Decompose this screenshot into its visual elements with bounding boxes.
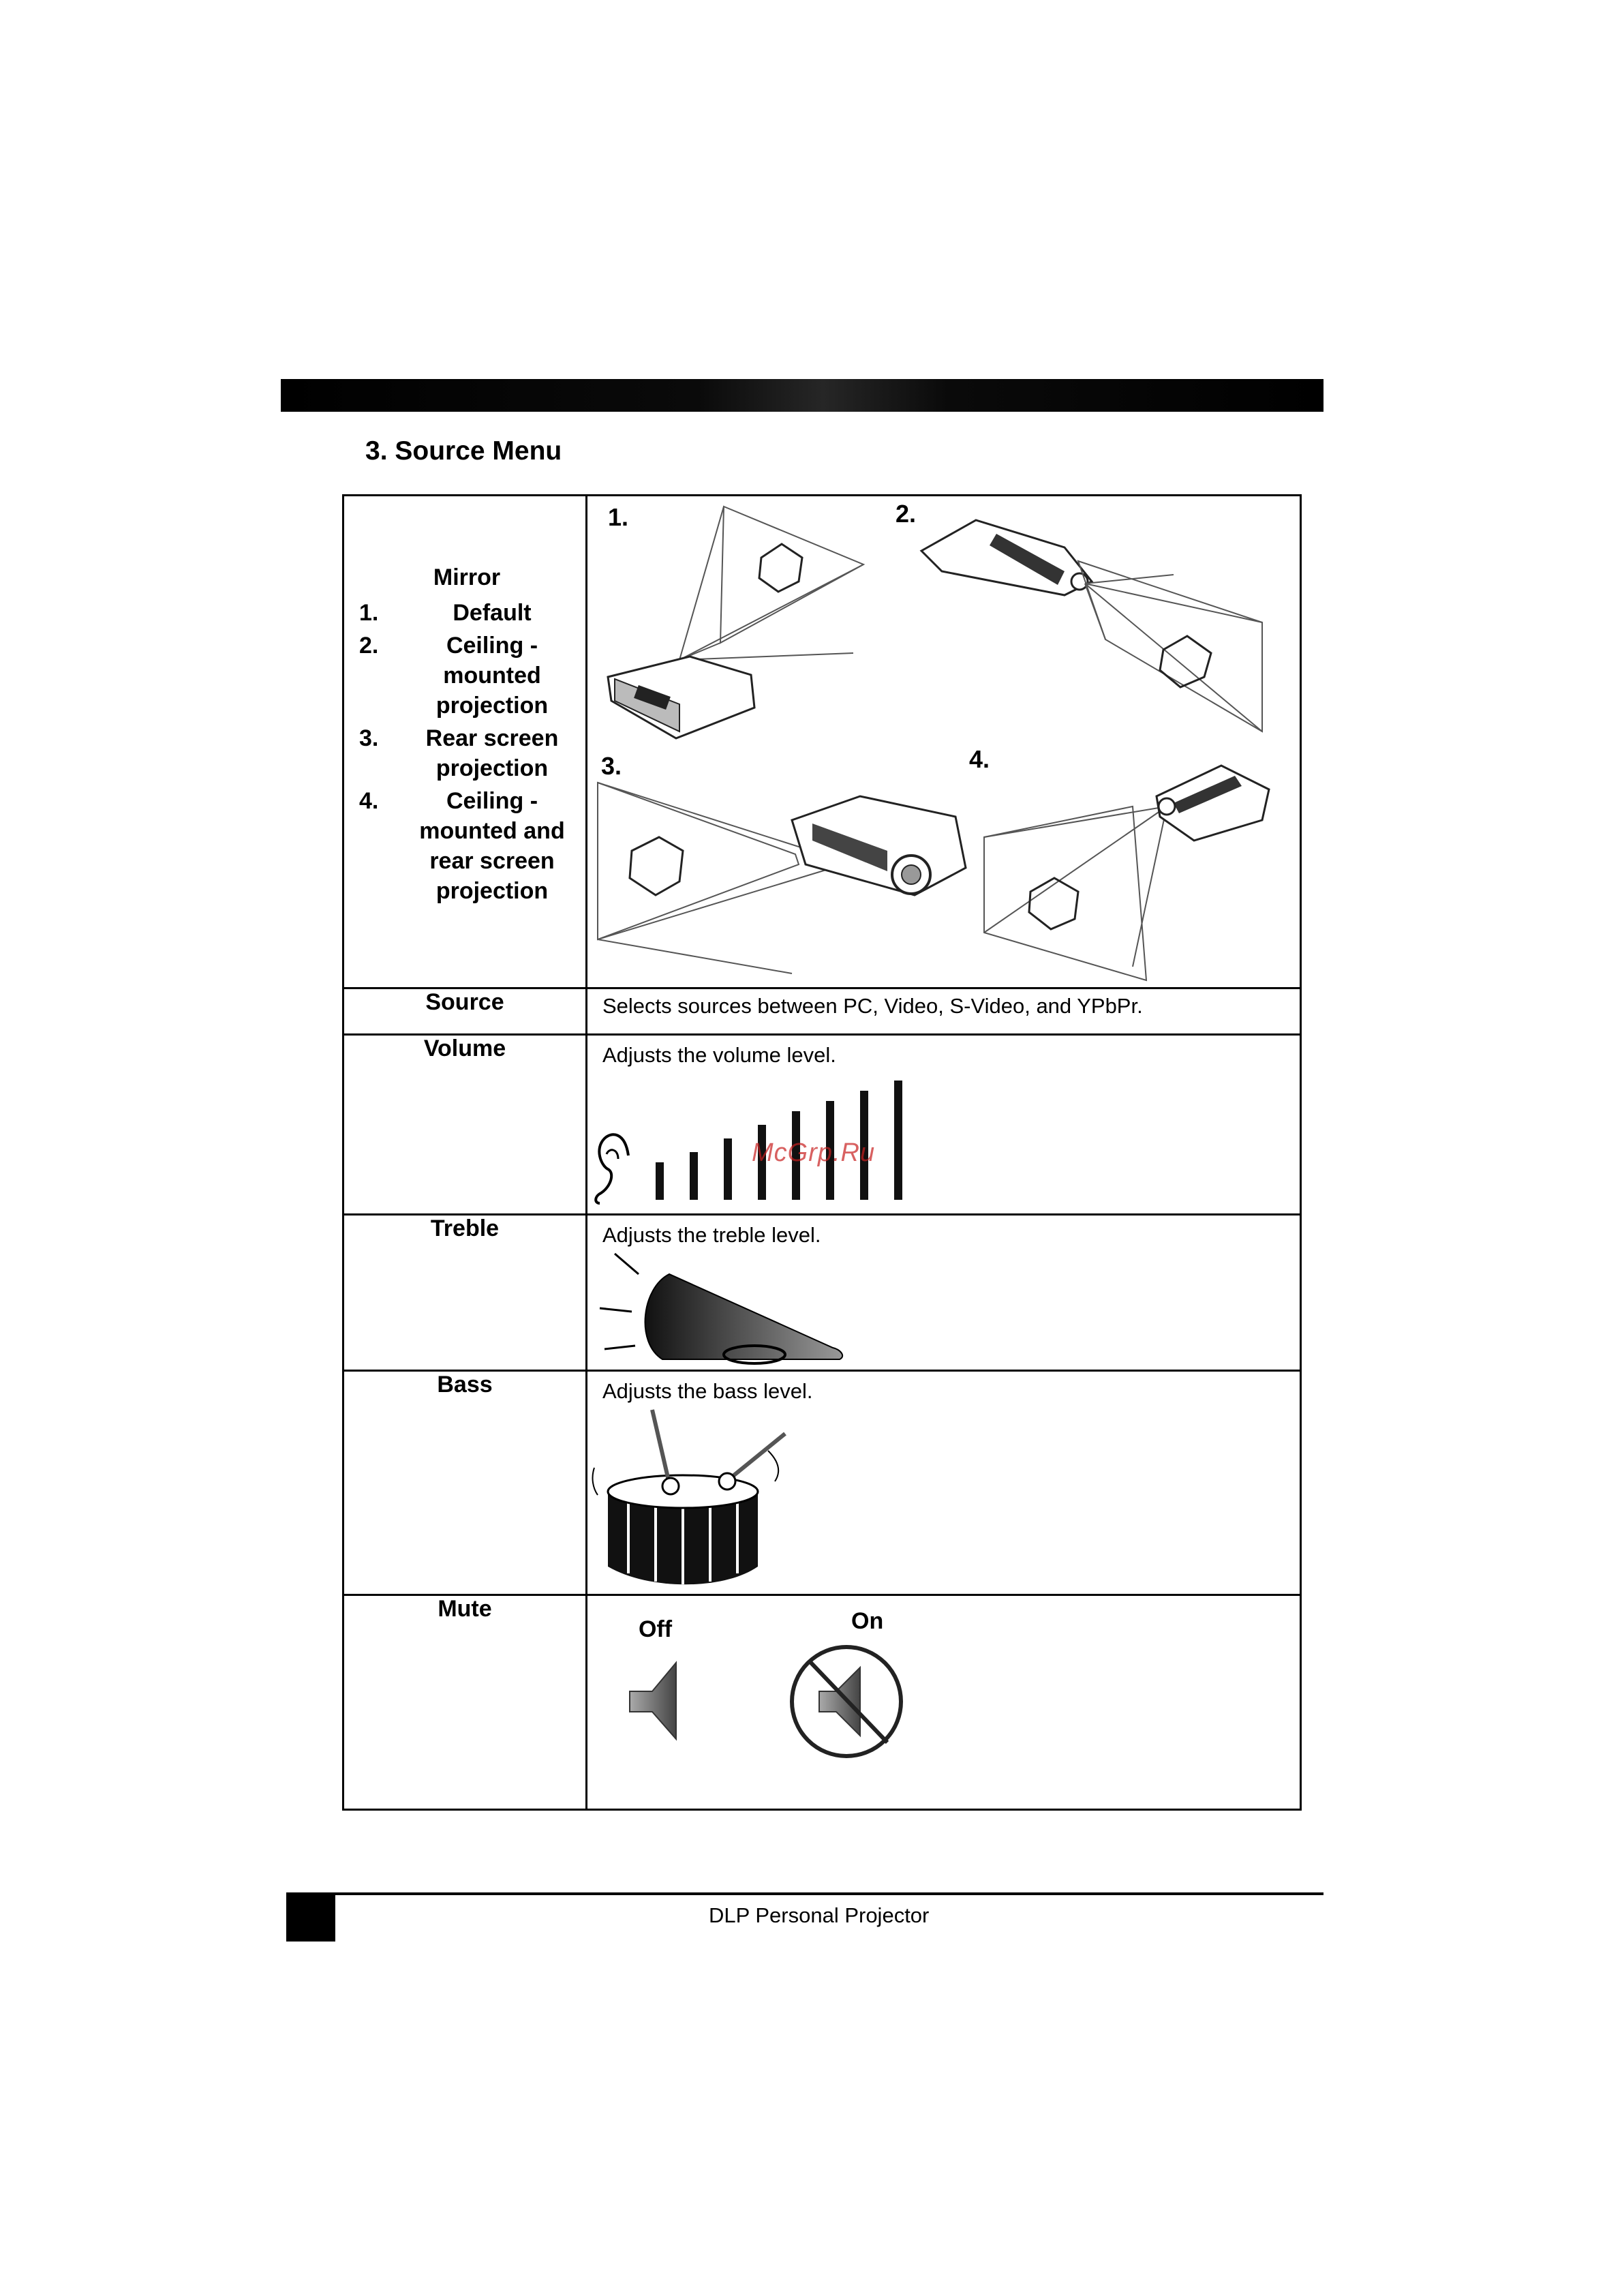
projector-icon	[1157, 766, 1269, 841]
table-row-treble	[343, 1215, 1301, 1371]
mirror-options-list	[358, 598, 576, 906]
footer-rule	[286, 1892, 1323, 1895]
volume-label: Volume	[343, 1035, 587, 1215]
mute-illustration-cell	[587, 1595, 1301, 1810]
treble-description: Adjusts the treble level.	[602, 1223, 821, 1247]
projector-icon	[792, 796, 966, 895]
bass-description-cell	[587, 1371, 1301, 1595]
watermark: McGrp.Ru	[752, 1138, 876, 1167]
footer-title: DLP Personal Projector	[709, 1903, 930, 1927]
speaker-muted-icon	[792, 1647, 901, 1756]
figure-label-3: 3.	[601, 752, 622, 780]
source-description-cell	[587, 988, 1301, 1035]
horn-icon	[587, 1247, 874, 1370]
mirror-figure-cell	[587, 496, 1301, 988]
mirror-label-cell	[343, 496, 587, 988]
mute-label: Mute	[343, 1595, 587, 1810]
list-item: 1. Default	[359, 600, 532, 626]
mute-off-label: Off	[639, 1616, 673, 1642]
table-row-volume	[343, 1035, 1301, 1215]
treble-label: Treble	[343, 1215, 587, 1371]
ear-icon	[596, 1134, 628, 1203]
drum-icon	[587, 1403, 819, 1594]
table-row-source	[343, 988, 1301, 1035]
figure-label-1: 1.	[608, 503, 629, 531]
bass-label: Bass	[343, 1371, 587, 1595]
volume-description: Adjusts the volume level.	[602, 1043, 836, 1067]
treble-description-cell	[587, 1215, 1301, 1371]
speaker-icon	[630, 1663, 676, 1739]
footer-page-marker	[286, 1892, 335, 1942]
section-title: 3. Source Menu	[365, 436, 562, 466]
source-description: Selects sources between PC, Video, S-Video, and YPbPr.	[602, 994, 1143, 1018]
volume-description-cell	[587, 1035, 1301, 1215]
bass-description: Adjusts the bass level.	[602, 1379, 813, 1403]
mirror-block	[358, 564, 576, 909]
projector-icon	[921, 520, 1092, 595]
list-item: 3. Rear screen projection	[359, 725, 559, 781]
table-row-bass	[343, 1371, 1301, 1595]
table-row-mirror	[343, 496, 1301, 988]
list-item: 4. Ceiling - mounted and rear screen projection	[359, 788, 565, 904]
figure-label-4: 4.	[969, 745, 990, 773]
mirror-illustrations	[587, 496, 1303, 987]
source-label: Source	[343, 988, 587, 1035]
list-item: 2. Ceiling - mounted projection	[359, 633, 549, 719]
mute-on-label: On	[851, 1608, 884, 1634]
table-row-mute	[343, 1595, 1301, 1810]
figure-label-2: 2.	[896, 500, 917, 528]
projector-icon	[608, 656, 754, 738]
mirror-title: Mirror	[433, 564, 501, 590]
header-bar	[281, 379, 1323, 412]
